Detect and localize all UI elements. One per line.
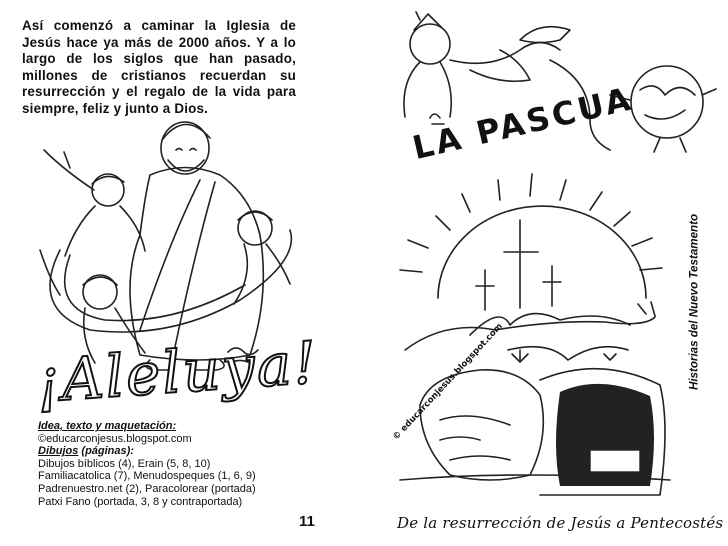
page-number: 11 (299, 513, 315, 530)
series-label: Historias del Nuevo Testamento (687, 213, 701, 391)
watermark-text: © educarconjesus.blogspot.com (391, 321, 505, 443)
credits-line: Padrenuestro.net (2), Paracolorear (portada) (38, 482, 256, 495)
intro-paragraph: Así comenzó a caminar la Iglesia de Jesús hace ya más de 2000 años. Y a lo largo de los siglos que han pasado, millones de cristianos recuerdan su resurrección y el regalo de la vida para siempre, feliz y junto a Dios. (22, 18, 296, 116)
credits-line: Familiacatolica (7), Menudospeques (1, 6, 9) (38, 470, 256, 483)
booklet-title: LA PASCUA (409, 79, 637, 168)
booklet-subtitle: De la resurrección de Jesús a Pentecostés (397, 514, 724, 532)
burial-cloth-shape (590, 450, 640, 472)
drawings-heading (38, 445, 298, 458)
credits-line: Patxi Fano (portada, 3, 8 y contraportada) (38, 495, 243, 508)
drawings-heading-label: Dibujos (38, 445, 79, 458)
crosses-sun-drawing (400, 174, 662, 362)
credits-block (38, 420, 298, 508)
idea-heading: Idea, texto y maquetación: (38, 420, 177, 432)
credits-site: ©educarconjesus.blogspot.com (38, 432, 192, 445)
drawings-heading-pages: (páginas): (81, 445, 134, 458)
aleluya-caption: ¡Aleluya! (33, 328, 321, 416)
credits-line: Dibujos bíblicos (4), Erain (5, 8, 10) (38, 457, 211, 470)
